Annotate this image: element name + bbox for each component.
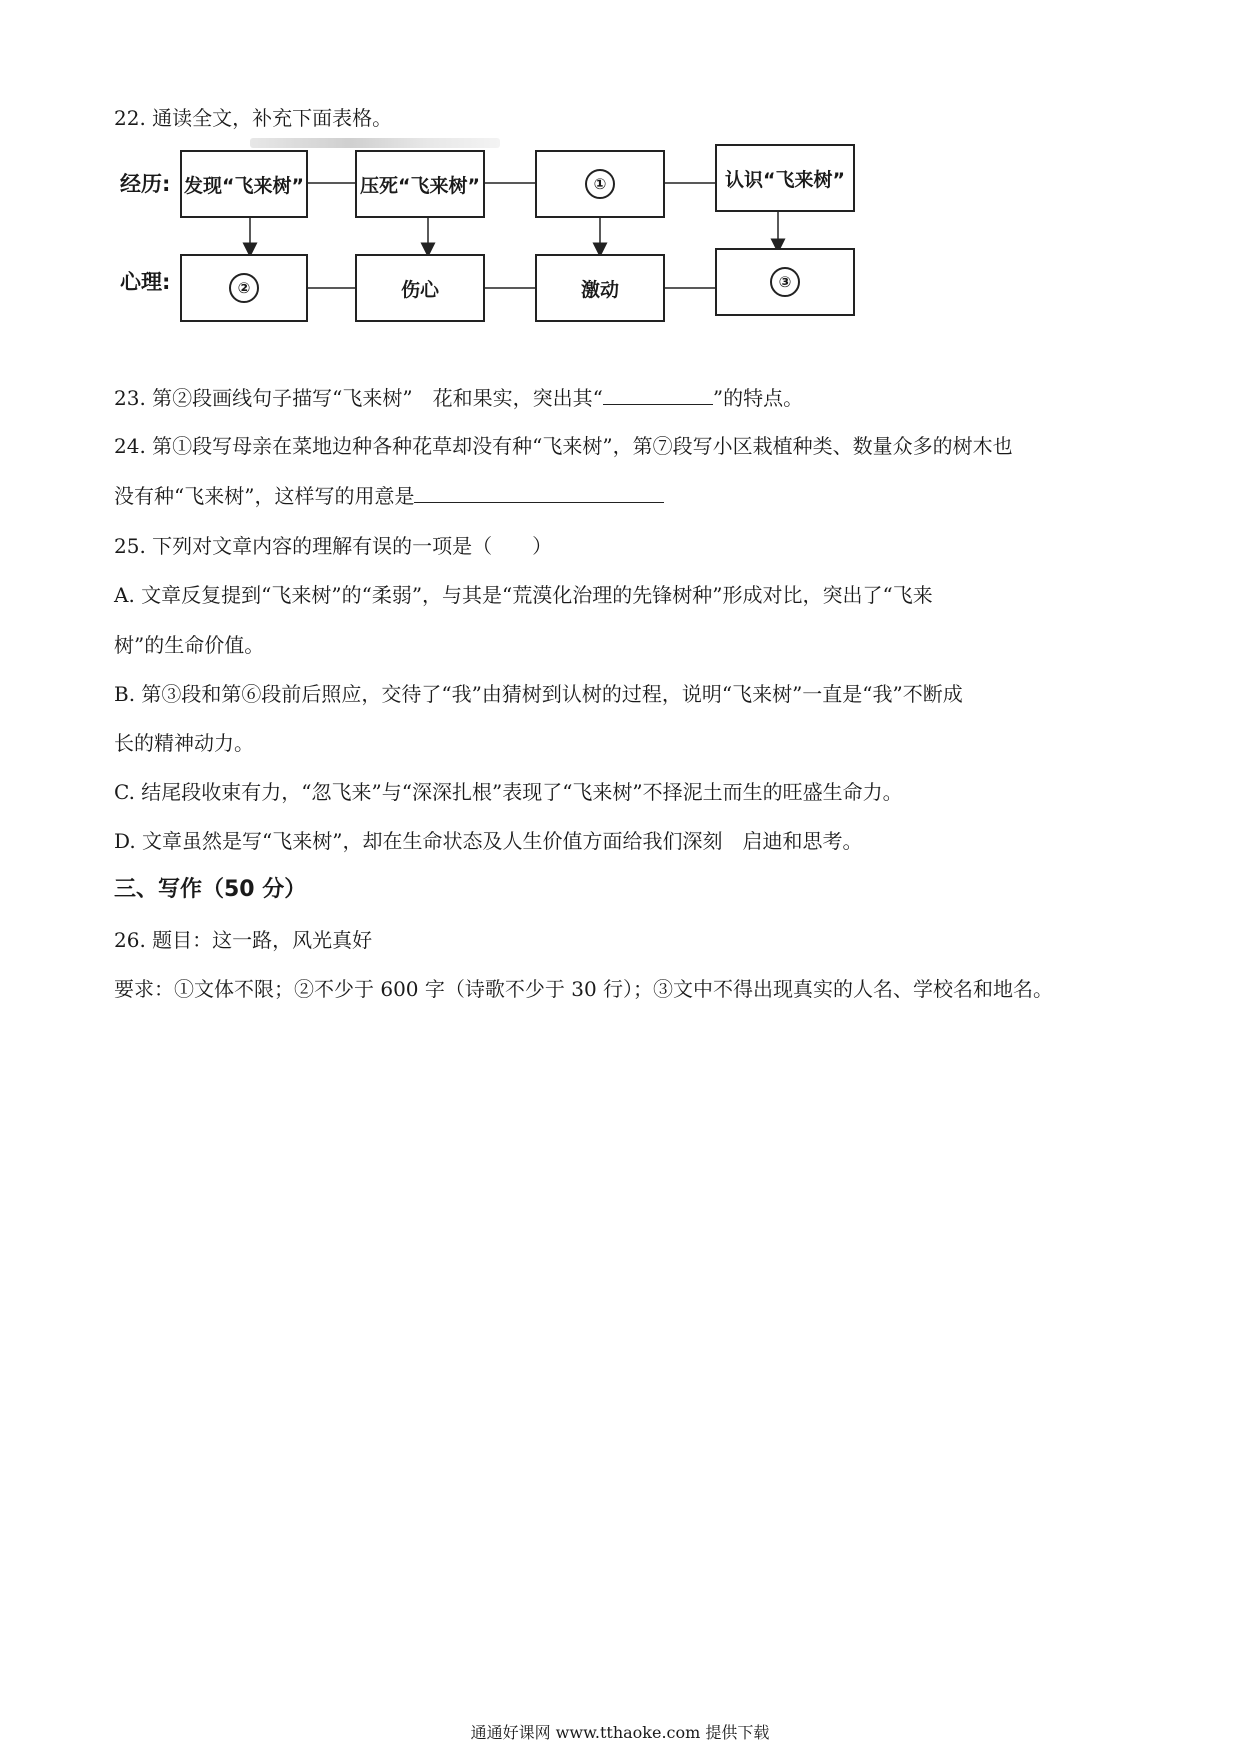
experience-box-2: 压死“飞来树” [355, 150, 485, 218]
section-3-heading: 三、写作（50 分） [114, 877, 307, 902]
option-b-line1: B. 第③段和第⑥段前后照应，交待了“我”由猜树到认树的过程，说明“飞来树”一直是“我”不断成 [114, 682, 963, 706]
circled-number: ③ [770, 267, 800, 297]
option-a-line2: 树”的生命价值。 [114, 633, 265, 657]
question-25: 25. 下列对文章内容的理解有误的一项是（ ） [114, 534, 553, 558]
row-label-psychology: 心理: [120, 270, 171, 294]
experience-box-1: 发现“飞来树” [180, 150, 308, 218]
psychology-box-2: 伤心 [355, 254, 485, 322]
answer-blank [603, 386, 713, 405]
question-23 [114, 384, 803, 412]
psychology-box-4 [715, 248, 855, 316]
psychology-box-3: 激动 [535, 254, 665, 322]
flow-diagram [120, 138, 990, 370]
option-c: C. 结尾段收束有力，“忽飞来”与“深深扎根”表现了“飞来树”不择泥土而生的旺盛生命力。 [114, 780, 903, 804]
experience-box-4: 认识“飞来树” [715, 144, 855, 212]
row-label-experience: 经历: [120, 172, 171, 196]
question-24-line1: 24. 第①段写母亲在菜地边种各种花草却没有种“飞来树”，第⑦段写小区栽植种类、数量众多的树木也 [114, 434, 1013, 458]
question-23-text: 23. 第②段画线句子描写“飞来树” 花和果实，突出其“ [114, 386, 603, 410]
footer-watermark: 通通好课网 www.tthaoke.com 提供下载 [470, 1723, 770, 1742]
circled-number: ① [585, 169, 615, 199]
question-24-line2 [114, 482, 664, 510]
question-22: 22. 通读全文，补充下面表格。 [114, 106, 393, 130]
option-b-line2: 长的精神动力。 [114, 731, 254, 755]
question-24-text: 没有种“飞来树”，这样写的用意是 [114, 484, 415, 508]
option-a-line1: A. 文章反复提到“飞来树”的“柔弱”，与其是“荒漠化治理的先锋树种”形成对比，突出了“飞来 [114, 583, 933, 607]
question-26: 26. 题目：这一路，风光真好 [114, 928, 373, 952]
experience-box-3 [535, 150, 665, 218]
psychology-box-1 [180, 254, 308, 322]
circled-number: ② [229, 273, 259, 303]
answer-blank [414, 484, 664, 503]
writing-requirement: 要求：①文体不限；②不少于 600 字（诗歌不少于 30 行）；③文中不得出现真实的人名、学校名和地名。 [114, 977, 1054, 1001]
option-d: D. 文章虽然是写“飞来树”，却在生命状态及人生价值方面给我们深刻 启迪和思考。 [114, 829, 863, 853]
question-23-suffix: ”的特点。 [712, 386, 804, 410]
